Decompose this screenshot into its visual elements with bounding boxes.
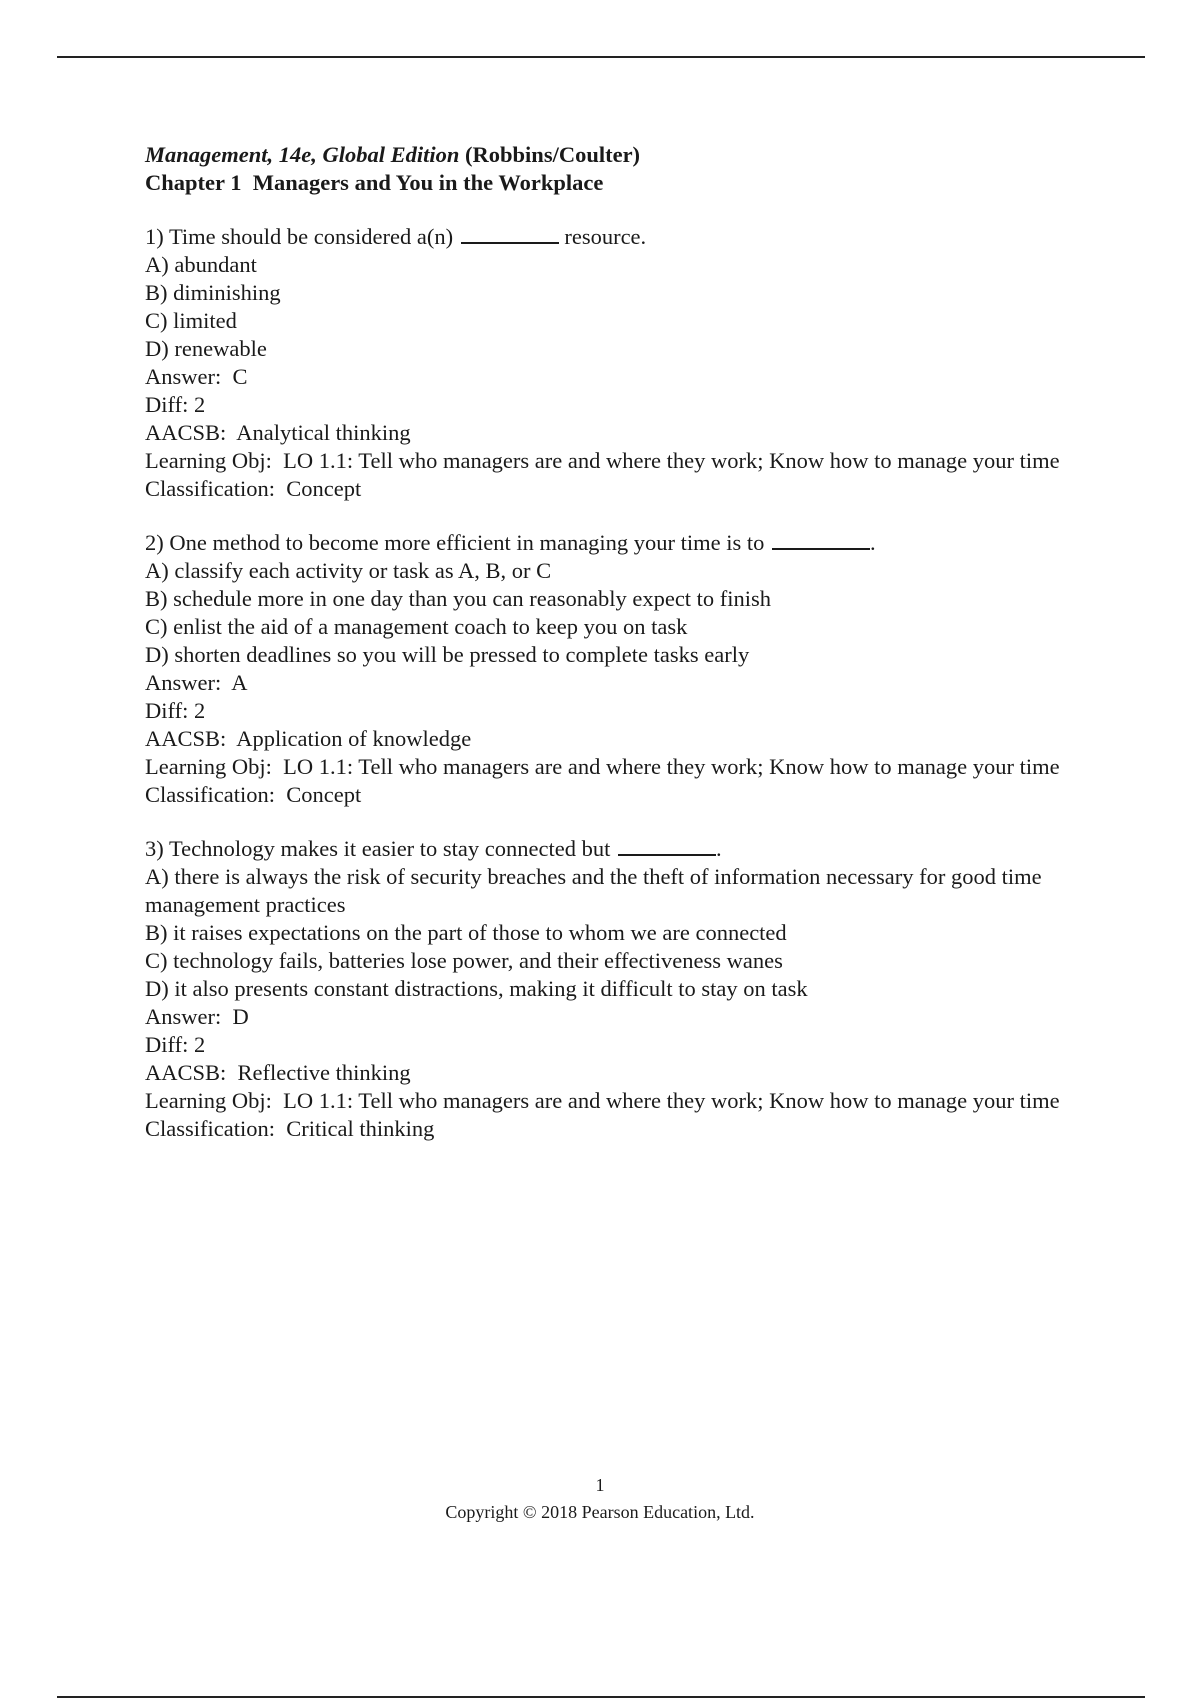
learning-objective: Learning Obj: LO 1.1: Tell who managers are and where they work; Know how to manage your time — [145, 448, 1060, 473]
difficulty: Diff: 2 — [145, 1032, 206, 1057]
option-d: D) renewable — [145, 336, 267, 361]
option-d: D) it also presents constant distractions, making it difficult to stay on task — [145, 976, 808, 1001]
option-c: C) limited — [145, 308, 237, 333]
option-b: B) diminishing — [145, 280, 281, 305]
top-rule — [57, 56, 1145, 58]
option-d: D) shorten deadlines so you will be pressed to complete tasks early — [145, 642, 750, 667]
page-number: 1 — [595, 1475, 605, 1495]
book-header — [145, 141, 1085, 169]
aacsb: AACSB: Application of knowledge — [145, 726, 472, 751]
chapter-title: Chapter 1 Managers and You in the Workplace — [145, 170, 604, 195]
option-b: B) it raises expectations on the part of those to whom we are connected — [145, 920, 787, 945]
answer-blank — [772, 530, 870, 550]
difficulty: Diff: 2 — [145, 698, 206, 723]
book-title: Management, 14e, Global Edition — [145, 142, 460, 167]
answer: Answer: D — [145, 1004, 249, 1029]
bottom-rule — [57, 1696, 1145, 1698]
question-3 — [145, 835, 1085, 1143]
answer-blank — [461, 224, 559, 244]
option-b: B) schedule more in one day than you can reasonably expect to finish — [145, 586, 772, 611]
learning-objective: Learning Obj: LO 1.1: Tell who managers are and where they work; Know how to manage your time — [145, 1088, 1060, 1113]
question-2 — [145, 529, 1085, 809]
classification: Classification: Critical thinking — [145, 1116, 435, 1141]
difficulty: Diff: 2 — [145, 392, 206, 417]
question-stem: 3) Technology makes it easier to stay connected but . — [145, 836, 722, 861]
aacsb: AACSB: Reflective thinking — [145, 1060, 411, 1085]
book-authors: (Robbins/Coulter) — [465, 142, 641, 167]
answer: Answer: A — [145, 670, 248, 695]
answer: Answer: C — [145, 364, 248, 389]
option-c: C) enlist the aid of a management coach to keep you on task — [145, 614, 688, 639]
option-a: A) abundant — [145, 252, 257, 277]
document-body — [145, 141, 1085, 1169]
question-stem: 1) Time should be considered a(n) resource. — [145, 224, 647, 249]
classification: Classification: Concept — [145, 782, 362, 807]
option-a: A) classify each activity or task as A, B, or C — [145, 558, 552, 583]
aacsb: AACSB: Analytical thinking — [145, 420, 411, 445]
option-c: C) technology fails, batteries lose power, and their effectiveness wanes — [145, 948, 783, 973]
copyright: Copyright © 2018 Pearson Education, Ltd. — [445, 1502, 755, 1522]
option-a: A) there is always the risk of security breaches and the theft of information necessary for good time management practices — [145, 864, 1042, 917]
question-stem: 2) One method to become more efficient in managing your time is to . — [145, 530, 876, 555]
classification: Classification: Concept — [145, 476, 362, 501]
learning-objective: Learning Obj: LO 1.1: Tell who managers are and where they work; Know how to manage your time — [145, 754, 1060, 779]
answer-blank — [618, 836, 716, 856]
question-1 — [145, 223, 1085, 503]
